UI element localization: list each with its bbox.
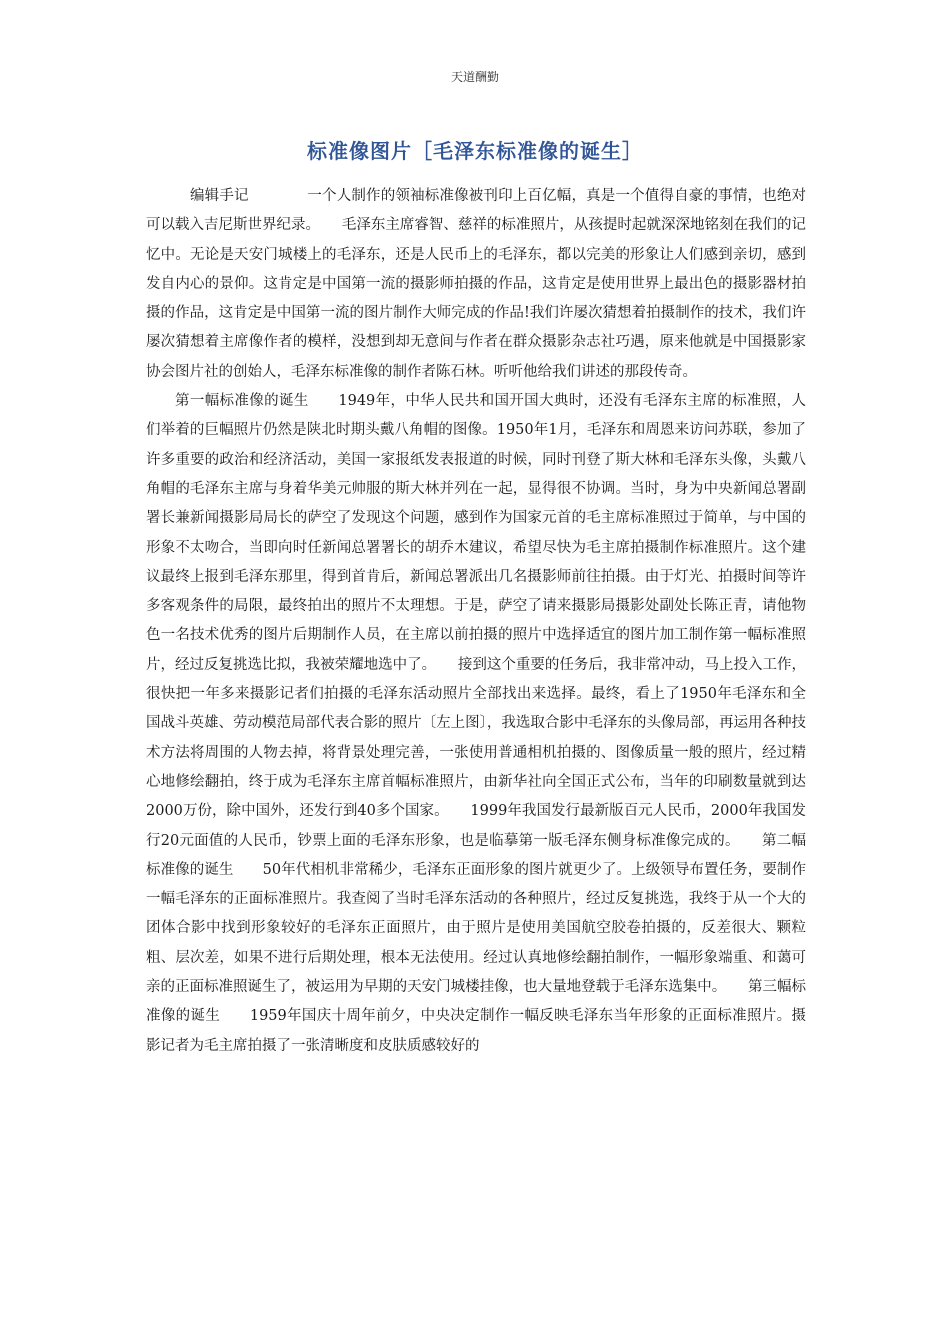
- page-header: 天道酬勤: [450, 70, 499, 84]
- document-body: [146, 182, 806, 1061]
- paragraph-first-portrait: 第一幅标准像的诞生 1949年，中华人民共和国开国大典时，还没有毛泽东主席的标准照，人们举着的巨幅照片仍然是陕北时期头戴八角帽的图像。1950年1月，毛泽东和周恩来访问苏联，参加了许多重要的政治和经济活动，美国一家报纸发表报道的时候，同时刊登了斯大林和毛泽东头像，头戴八角帽的毛泽东主席与身着华美元帅服的斯大林并列在一起，显得很不协调。当时，身为中央新闻总署副署长兼新闻摄影局局长的萨空了发现这个问题，感到作为国家元首的毛主席标准照过于简单，与中国的形象不太吻合，当即向时任新闻总署署长的胡乔木建议，希望尽快为毛主席拍摄制作标准照片。这个建议最终上报到毛泽东那里，得到首肯后，新闻总署派出几名摄影师前往拍摄。由于灯光、拍摄时间等许多客观条件的局限，最终拍出的照片不太理想。于是，萨空了请来摄影局摄影处副处长陈正青，请他物色一名技术优秀的图片后期制作人员，在主席以前拍摄的照片中选择适宜的图片加工制作第一幅标准照片，经过反复挑选比拟，我被荣耀地选中了。 接到这个重要的任务后，我非常冲动，马上投入工作，很快把一年多来摄影记者们拍摄的毛泽东活动照片全部找出来选择。最终，看上了1950年毛泽东和全国战斗英雄、劳动模范局部代表合影的照片〔左上图〕，我选取合影中毛泽东的头像局部，再运用各种技术方法将周围的人物去掉，将背景处理完善，一张使用普通相机拍摄的、图像质量一般的照片，经过精心地修绘翻拍，终于成为毛泽东主席首幅标准照片，由新华社向全国正式公布，当年的印刷数量就到达2000万份，除中国外，还发行到40多个国家。 1999年我国发行最新版百元人民币，2000年我国发行20元面值的人民币，钞票上面的毛泽东形象，也是临摹第一版毛泽东侧身标准像完成的。 第二幅标准像的诞生 50年代相机非常稀少，毛泽东正面形象的图片就更少了。上级领导布置任务，要制作一幅毛泽东的正面标准照片。我查阅了当时毛泽东活动的各种照片，经过反复挑选，我终于从一个大的团体合影中找到形象较好的毛泽东正面照片，由于照片是使用美国航空胶卷拍摄的，反差很大、颗粒粗、层次差，如果不进行后期处理，根本无法使用。经过认真地修绘翻拍制作，一幅形象端重、和蔼可亲的正面标准照诞生了，被运用为早期的天安门城楼挂像，也大量地登载于毛泽东选集中。 第三幅标准像的诞生 1959年国庆十周年前夕，中央决定制作一幅反映毛泽东当年形象的正面标准照片。摄影记者为毛主席拍摄了一张清晰度和皮肤质感较好的: [146, 393, 806, 1054]
- paragraph-editor-note: 编辑手记 一个人制作的领袖标准像被刊印上百亿幅，真是一个值得自豪的事情，也绝对可以载入吉尼斯世界纪录。 毛泽东主席睿智、慈祥的标准照片，从孩提时起就深深地铭刻在我们的记忆中。无论是天安门城楼上的毛泽东，还是人民币上的毛泽东，都以完美的形象让人们感到亲切，感到发自内心的景仰。这肯定是中国第一流的摄影师拍摄的作品，这肯定是使用世界上最出色的摄影器材拍摄的作品，这肯定是中国第一流的图片制作大师完成的作品!我们许屡次猜想着拍摄制作的技术，我们许屡次猜想着主席像作者的模样，没想到却无意间与作者在群众摄影杂志社巧遇，原来他就是中国摄影家协会图片社的创始人，毛泽东标准像的制作者陈石林。听听他给我们讲述的那段传奇。: [146, 188, 806, 380]
- document-title: 标准像图片［毛泽东标准像的诞生］: [307, 139, 643, 163]
